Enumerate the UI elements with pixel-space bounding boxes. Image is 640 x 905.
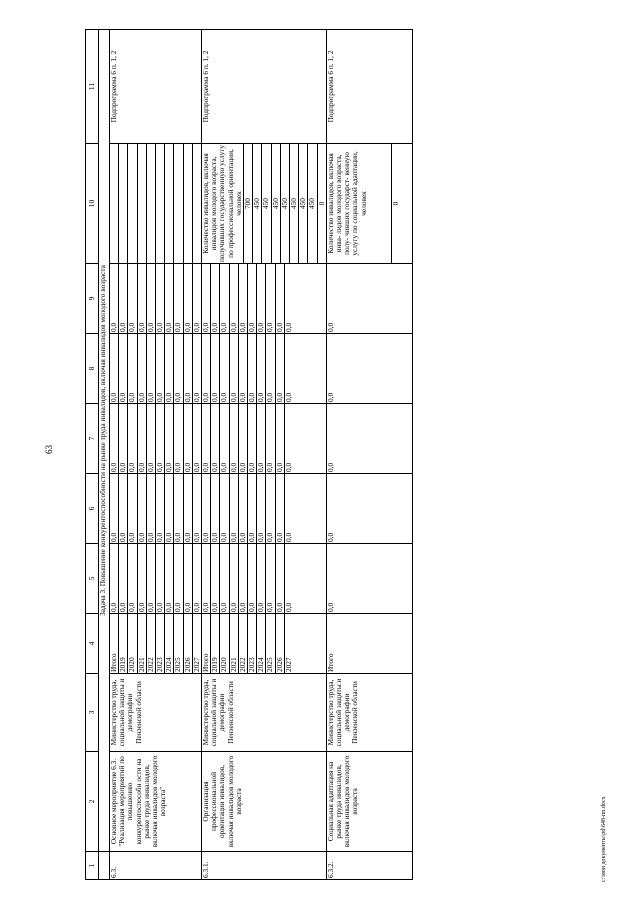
value: 0,0 [174,474,183,543]
value: 0,0 [220,544,229,613]
value: 0,0 [266,264,275,333]
values-cell [202,334,327,404]
value: 0,0 [238,404,247,473]
value: 0,0 [128,544,137,613]
value: 0,0 [165,334,174,403]
indicator-value: 450 [280,144,289,263]
value: 0,0 [257,404,266,473]
column-header: 8 [86,334,99,404]
value: 0,0 [183,544,192,613]
value: 0,0 [248,264,257,333]
value: 0,0 [238,544,247,613]
row-code: 6.3.1. [202,852,327,880]
year-label: 2025 [174,614,183,673]
value: 0,0 [128,474,137,543]
value: 0,0 [174,544,183,613]
value: 0,0 [220,404,229,473]
value: 0,0 [229,544,238,613]
value: 0,0 [266,334,275,403]
value: 0,0 [248,474,257,543]
column-number-row [86,30,99,880]
value: 0,0 [229,334,238,403]
table-row [110,30,202,880]
values-cell [110,474,202,544]
value: 0,0 [183,334,192,403]
value: 0,0 [283,322,293,332]
year-label: 2024 [257,614,266,673]
value: 0,0 [283,602,293,612]
value: 0,0 [211,404,220,473]
year-label: 2021 [137,614,146,673]
value: 0,0 [229,474,238,543]
years-cell [110,614,202,674]
value: 0,0 [137,404,146,473]
value: 0,0 [326,264,412,334]
values-cell [202,264,327,334]
row-code: 6.3.2. [326,852,412,880]
value: 0,0 [257,474,266,543]
value: 0,0 [220,474,229,543]
value: 0,0 [211,334,220,403]
table-row [202,30,327,880]
indicator-cell [110,144,202,264]
value: 0,0 [156,544,165,613]
indicator-value: 450 [253,144,262,263]
task-title: Задача 3. Повышение конкурентоспособности на рынке труда инвалидов, включая инвалидов молодого возраста [99,30,110,852]
value: 0,0 [248,334,257,403]
year-label: 2020 [128,614,137,673]
value: 0,0 [110,264,119,333]
values-cell [110,334,202,404]
year-label: 2019 [119,614,128,673]
value: 0,0 [238,264,247,333]
value: 0,0 [202,404,211,473]
value: 0,0 [283,462,293,472]
row-executor: Министерство труда, социальной защиты и демографии Пензенской области [202,674,327,752]
task-row [99,30,110,880]
values-cell [202,404,327,474]
value: 0,0 [156,264,165,333]
footer-file-path: c:\мои документы\pd\648-пп.docx [601,796,607,882]
value: 0,0 [202,474,211,543]
value: 0,0 [110,544,119,613]
value: 0,0 [146,264,155,333]
year-label: 2023 [156,614,165,673]
column-header: 3 [86,674,99,752]
rotated-table-page [85,30,600,880]
year-label: 2027 [191,657,201,672]
values-cell [110,404,202,474]
value: 0,0 [257,334,266,403]
value: 0,0 [156,334,165,403]
value: 0,0 [326,474,412,544]
value: 0,0 [191,322,201,332]
value: 0,0 [146,474,155,543]
value: 0,0 [183,474,192,543]
value: 0,0 [146,404,155,473]
value: 0,0 [146,334,155,403]
year-label: 2025 [266,614,275,673]
year-label: 2022 [146,614,155,673]
row-program: Подпрограмма 6 п. 1, 2 [202,30,327,144]
value: 0,0 [202,544,211,613]
value: 0,0 [326,544,412,614]
value: 0,0 [110,474,119,543]
column-header: 6 [86,474,99,544]
row-name: Организация профессиональной ориентации инвалидов, включая инвалидов молодого возраста [202,752,327,852]
values-cell [202,474,327,544]
row-program: Подпрограмма 6 п. 1, 2 [110,30,202,144]
column-header: 11 [86,30,99,144]
value: 0,0 [326,334,412,404]
value: 0,0 [257,544,266,613]
value: 0,0 [248,544,257,613]
row-program: Подпрограмма 6 п. 1, 2 [326,30,412,144]
value: 0,0 [229,264,238,333]
value: 0,0 [119,474,128,543]
value: 0,0 [257,264,266,333]
column-header: 2 [86,752,99,852]
value: 0,0 [174,334,183,403]
indicator-text: Количество инвалидов, включая инва- лидов молодого возраста, полу- чивших государст- венную услугу по социальной адаптации, человек [327,144,392,263]
value: 0,0 [229,404,238,473]
indicator-cell [326,144,412,264]
value: 0,0 [266,474,275,543]
value: 0,0 [110,404,119,473]
value: 0,0 [275,404,284,473]
value: 0,0 [183,404,192,473]
value: 0,0 [211,544,220,613]
year-label: 2024 [165,614,174,673]
value: 0,0 [283,392,293,402]
value: 0,0 [266,404,275,473]
indicator-value: 450 [271,144,280,263]
years-cell [202,614,327,674]
value: 0,0 [128,404,137,473]
row-code: 6.3. [110,852,202,880]
value: 0,0 [275,334,284,403]
column-header: 10 [86,144,99,264]
value: 0,0 [275,474,284,543]
indicator-text: Количество инвалидов, включая инвалидов молодого возраста, получивших государственную услугу по профессиональной ориентации, человек [201,145,243,262]
values-cell [110,544,202,614]
value: 0,0 [174,264,183,333]
indicator-value: 0 [390,201,400,206]
value: 0,0 [165,544,174,613]
value: 0,0 [165,474,174,543]
value: 0,0 [128,264,137,333]
value: 0,0 [191,602,201,612]
value: 0,0 [326,404,412,474]
values-cell [202,544,327,614]
row-executor: Министерство труда, социальной защиты и демографии Пензенской области [110,674,202,752]
value: 0,0 [202,334,211,403]
value: 0,0 [283,532,293,542]
value: 0,0 [165,264,174,333]
year-label: 2027 [283,657,293,672]
value: 0,0 [211,264,220,333]
indicator-cell [202,144,327,264]
value: 0,0 [174,404,183,473]
value: 0,0 [119,404,128,473]
year-label: 2022 [238,614,247,673]
column-header: 1 [86,852,99,880]
column-header: 9 [86,264,99,334]
indicator-value: 450 [262,144,271,263]
value: 0,0 [191,392,201,402]
indicator-value: 0 [316,201,326,206]
value: 0,0 [128,334,137,403]
year-label: 2020 [220,614,229,673]
value: 0,0 [275,264,284,333]
value: 0,0 [266,544,275,613]
value: 0,0 [191,532,201,542]
value: 0,0 [146,544,155,613]
year-label: Итого [326,614,412,674]
value: 0,0 [191,462,201,472]
value: 0,0 [165,404,174,473]
value: 0,0 [137,334,146,403]
value: 0,0 [137,474,146,543]
row-executor: Министерство труда, социальной защиты и демографии Пензенской области [326,674,412,752]
value: 0,0 [238,474,247,543]
value: 0,0 [248,404,257,473]
value: 0,0 [202,264,211,333]
value: 0,0 [137,544,146,613]
year-label: 2023 [248,614,257,673]
year-label: 2026 [275,614,284,673]
value: 0,0 [275,544,284,613]
year-label: 2026 [183,614,192,673]
year-label: 2021 [229,614,238,673]
indicator-value: 450 [299,144,308,263]
value: 0,0 [220,264,229,333]
row-name: Социальная адаптация на рынке труда инвалидов, включая инвалидов молодого возраста [326,752,412,852]
page-number: 63 [44,445,54,454]
column-header: 7 [86,404,99,474]
value: 0,0 [119,544,128,613]
value: 0,0 [119,334,128,403]
program-table [85,29,413,880]
indicator-value: 450 [308,144,317,263]
value: 0,0 [110,334,119,403]
value: 0,0 [183,264,192,333]
column-header: 4 [86,614,99,674]
value: 0,0 [119,264,128,333]
value: 0,0 [137,264,146,333]
values-cell [110,264,202,334]
value: 0,0 [238,334,247,403]
row-name: Основное мероприятие 6.3. "Реализация мероприятий по повышению конкурентоспособн ости на рынке труда инвалидов, включая инвалидов молодого возраста" [110,752,202,852]
value: 0,0 [211,474,220,543]
value: 0,0 [220,334,229,403]
table-row [326,30,412,880]
indicator-value: 450 [290,144,299,263]
year-label: Итого [202,614,211,673]
year-label: 2019 [211,614,220,673]
value: 0,0 [156,404,165,473]
year-label: Итого [110,614,119,673]
indicator-value: 700 [244,144,253,263]
value: 0,0 [156,474,165,543]
column-header: 5 [86,544,99,614]
